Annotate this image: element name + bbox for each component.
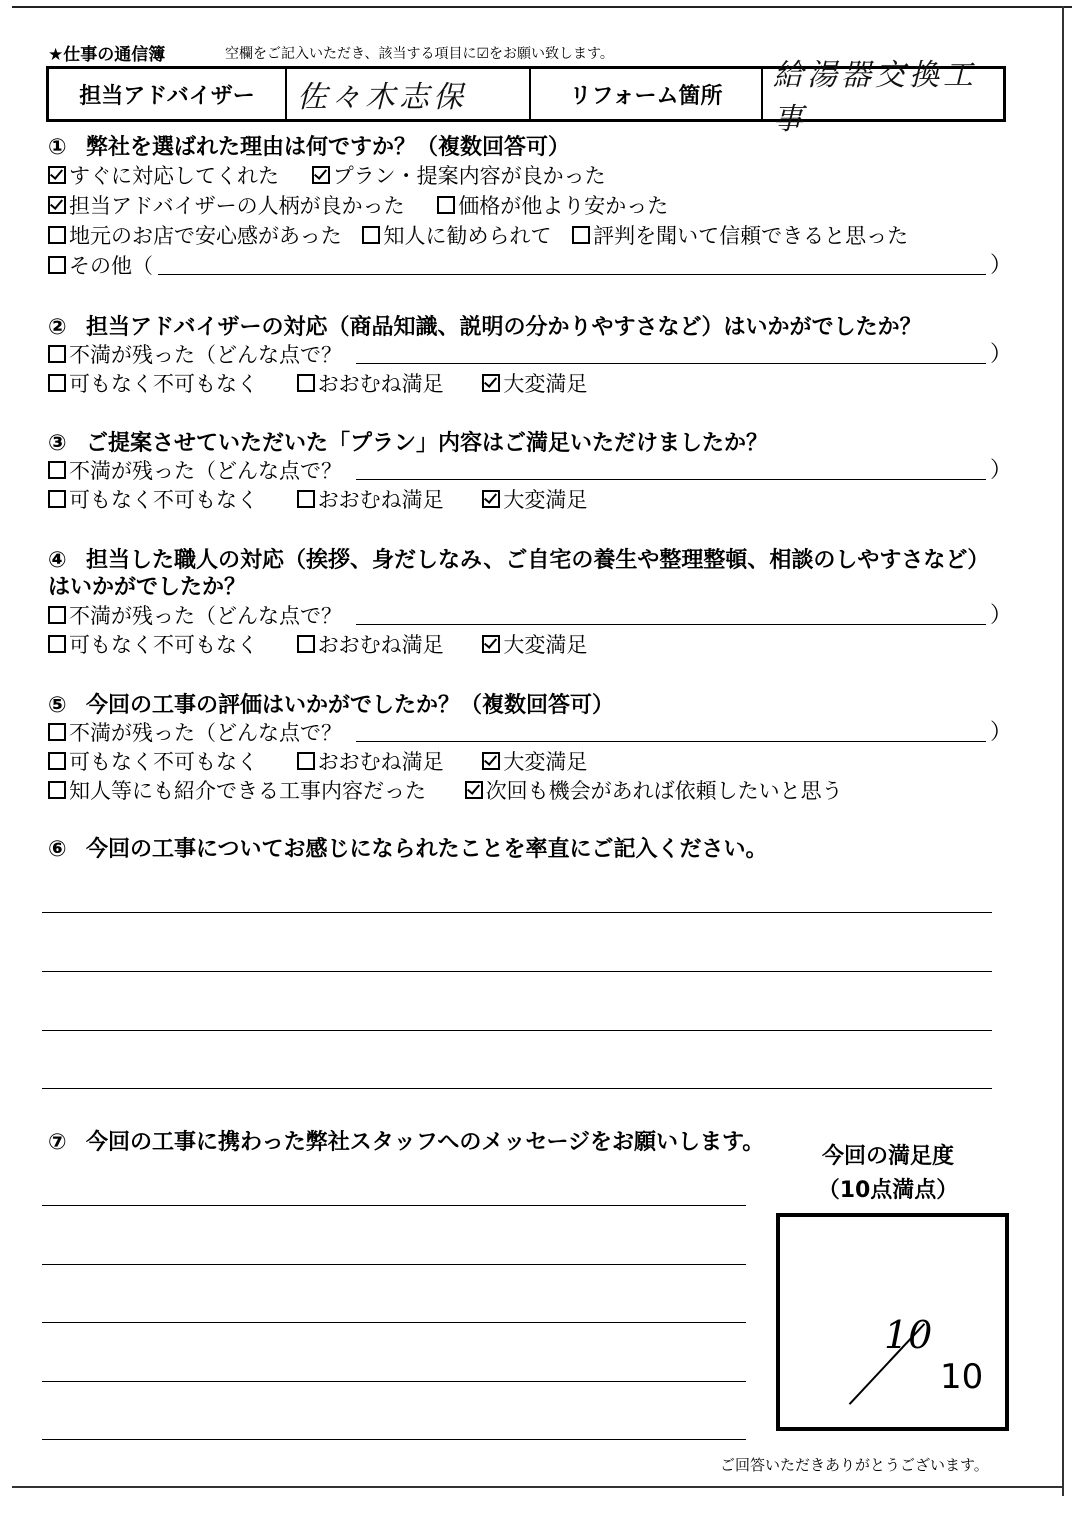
checkbox-checked[interactable] — [465, 781, 483, 799]
q5-option[interactable]: おおむね満足 — [297, 746, 444, 776]
q5-number: ⑤ — [48, 693, 67, 718]
q6-write-line[interactable] — [42, 971, 992, 972]
q4-dissatisfied-row — [48, 600, 368, 630]
location-field[interactable]: 給湯器交換工事 — [773, 58, 977, 137]
q5-option[interactable]: 知人等にも紹介できる工事内容だった — [48, 775, 426, 805]
q6-write-line[interactable] — [42, 1030, 992, 1031]
checkbox[interactable] — [48, 256, 66, 274]
checkbox[interactable] — [362, 226, 380, 244]
q1-option[interactable]: プラン・提案内容が良かった — [312, 160, 606, 190]
q5-text: 今回の工事の評価はいかがでしたか？（複数回答可） — [86, 693, 615, 718]
checkbox[interactable] — [297, 752, 315, 770]
q2-fill-line[interactable] — [356, 363, 986, 364]
q4-number: ④ — [48, 548, 67, 573]
checkbox[interactable] — [48, 723, 66, 741]
q2-dissatisfied-row — [48, 339, 368, 369]
checkbox[interactable] — [297, 374, 315, 392]
q7-write-line[interactable] — [42, 1381, 746, 1382]
q1-row-2 — [48, 190, 694, 220]
q3-dissatisfied-row — [48, 455, 368, 485]
checkbox-checked[interactable] — [48, 166, 66, 184]
paren-close: ） — [990, 253, 1013, 278]
q3-title — [48, 426, 768, 457]
location-label: リフォーム箇所 — [531, 69, 763, 119]
q4-option[interactable]: 大変満足 — [482, 629, 587, 659]
q7-write-line[interactable] — [42, 1439, 746, 1440]
checkbox[interactable] — [48, 635, 66, 653]
q4-title-line2: はいかがでしたか？ — [48, 575, 247, 600]
checkbox[interactable] — [297, 635, 315, 653]
checkbox[interactable] — [48, 490, 66, 508]
q1-row-1 — [48, 160, 632, 190]
paren-close: ） — [990, 458, 1013, 483]
q1-row-4 — [48, 250, 179, 280]
q3-option[interactable]: おおむね満足 — [297, 484, 444, 514]
checkbox[interactable] — [48, 374, 66, 392]
checkbox[interactable] — [48, 226, 66, 244]
q1-option[interactable]: 評判を聞いて信頼できると思った — [572, 220, 908, 250]
q3-rating-row — [48, 484, 613, 514]
q2-option[interactable]: 大変満足 — [482, 368, 587, 398]
q5-option[interactable]: 可もなく不可もなく — [48, 746, 258, 776]
q1-option-other[interactable]: その他（ — [48, 250, 153, 280]
q7-number: ⑦ — [48, 1130, 67, 1155]
checkbox-checked[interactable] — [312, 166, 330, 184]
q7-write-line[interactable] — [42, 1322, 746, 1323]
q5-rating-row — [48, 746, 613, 776]
q1-option[interactable]: 担当アドバイザーの人柄が良かった — [48, 190, 405, 220]
checkbox[interactable] — [572, 226, 590, 244]
q3-dissatisfied-option[interactable]: 不満が残った（どんな点で？ — [48, 455, 342, 485]
q3-option[interactable]: 可もなく不可もなく — [48, 484, 258, 514]
checkbox[interactable] — [437, 196, 455, 214]
checkbox[interactable] — [48, 461, 66, 479]
q5-option[interactable]: 大変満足 — [482, 746, 587, 776]
checkbox[interactable] — [297, 490, 315, 508]
score-given: 10 — [884, 1313, 933, 1357]
q1-row-3 — [48, 220, 908, 250]
q2-text: 担当アドバイザーの対応（商品知識、説明の分かりやすさなど）はいかがでしたか？ — [86, 315, 922, 340]
q4-text: 担当した職人の対応（挨拶、身だしなみ、ご自宅の養生や整理整頓、相談のしやすさなど） — [86, 548, 990, 573]
q3-number: ③ — [48, 431, 67, 456]
form-title: ★仕事の通信簿 — [48, 45, 166, 65]
checkbox[interactable] — [48, 752, 66, 770]
q3-option[interactable]: 大変満足 — [482, 484, 587, 514]
q3-text: ご提案させていただいた「プラン」内容はご満足いただけましたか？ — [86, 431, 769, 456]
q7-text: 今回の工事に携わった弊社スタッフへのメッセージをお願いします。 — [86, 1130, 765, 1155]
q5-extra-row — [48, 775, 869, 805]
scan-border-top — [12, 6, 1072, 8]
q4-rating-row — [48, 629, 613, 659]
satisfaction-title: 今回の満足度 — [821, 1144, 954, 1169]
q5-fill-line[interactable] — [356, 741, 986, 742]
checkbox[interactable] — [48, 606, 66, 624]
q1-option[interactable]: すぐに対応してくれた — [48, 160, 279, 190]
q4-fill-line[interactable] — [356, 624, 986, 625]
form-instruction: 空欄をご記入いただき、該当する項目に☑をお願い致します。 — [225, 46, 614, 62]
q6-title — [48, 832, 768, 863]
q2-title — [48, 310, 922, 341]
checkbox-checked[interactable] — [482, 635, 500, 653]
checkbox-checked[interactable] — [482, 374, 500, 392]
q4-option[interactable]: 可もなく不可もなく — [48, 629, 258, 659]
checkbox-checked[interactable] — [48, 196, 66, 214]
satisfaction-subtitle: （10点満点） — [817, 1178, 959, 1203]
q3-fill-line[interactable] — [356, 479, 986, 480]
paren-close: ） — [990, 603, 1013, 628]
checkbox[interactable] — [48, 781, 66, 799]
score-max: 10 — [940, 1357, 984, 1397]
q2-dissatisfied-option[interactable]: 不満が残った（どんな点で？ — [48, 339, 342, 369]
q5-title — [48, 688, 614, 719]
q4-option[interactable]: おおむね満足 — [297, 629, 444, 659]
q2-number: ② — [48, 315, 67, 340]
q2-option[interactable]: 可もなく不可もなく — [48, 368, 258, 398]
q2-option[interactable]: おおむね満足 — [297, 368, 444, 398]
q5-dissatisfied-option[interactable]: 不満が残った（どんな点で？ — [48, 717, 342, 747]
q1-option[interactable]: 知人に勧められて — [362, 220, 551, 250]
q2-rating-row — [48, 368, 613, 398]
scan-border-bottom — [12, 1486, 1064, 1488]
satisfaction-score-box[interactable] — [776, 1213, 1009, 1431]
checkbox[interactable] — [48, 345, 66, 363]
advisor-label: 担当アドバイザー — [49, 69, 287, 119]
info-table — [46, 58, 1006, 137]
q1-number: ① — [48, 135, 67, 160]
q1-option[interactable]: 価格が他より安かった — [437, 190, 668, 220]
q7-title — [48, 1125, 764, 1156]
q6-number: ⑥ — [48, 837, 67, 862]
paren-close: ） — [990, 720, 1013, 745]
q7-write-line[interactable] — [42, 1264, 746, 1265]
q6-write-line[interactable] — [42, 1088, 992, 1089]
q5-option[interactable]: 次回も機会があれば依頼したいと思う — [465, 775, 843, 805]
q6-write-line[interactable] — [42, 912, 992, 913]
q6-text: 今回の工事についてお感じになられたことを率直にご記入ください。 — [86, 837, 768, 862]
satisfaction-heading — [800, 1140, 976, 1208]
q1-option[interactable]: 地元のお店で安心感があった — [48, 220, 342, 250]
footer-thanks: ご回答いただきありがとうございます。 — [720, 1456, 989, 1474]
q1-other-fill-line[interactable] — [158, 274, 986, 275]
scan-border-right — [1062, 6, 1064, 1496]
q5-dissatisfied-row — [48, 717, 368, 747]
advisor-name-field[interactable]: 佐々木志保 — [287, 69, 531, 119]
q1-text: 弊社を選ばれた理由は何ですか？（複数回答可） — [86, 135, 571, 160]
q7-write-line[interactable] — [42, 1205, 746, 1206]
checkbox-checked[interactable] — [482, 490, 500, 508]
paren-close: ） — [990, 342, 1013, 367]
checkbox-checked[interactable] — [482, 752, 500, 770]
q4-dissatisfied-option[interactable]: 不満が残った（どんな点で？ — [48, 600, 342, 630]
q1-title — [48, 130, 570, 161]
